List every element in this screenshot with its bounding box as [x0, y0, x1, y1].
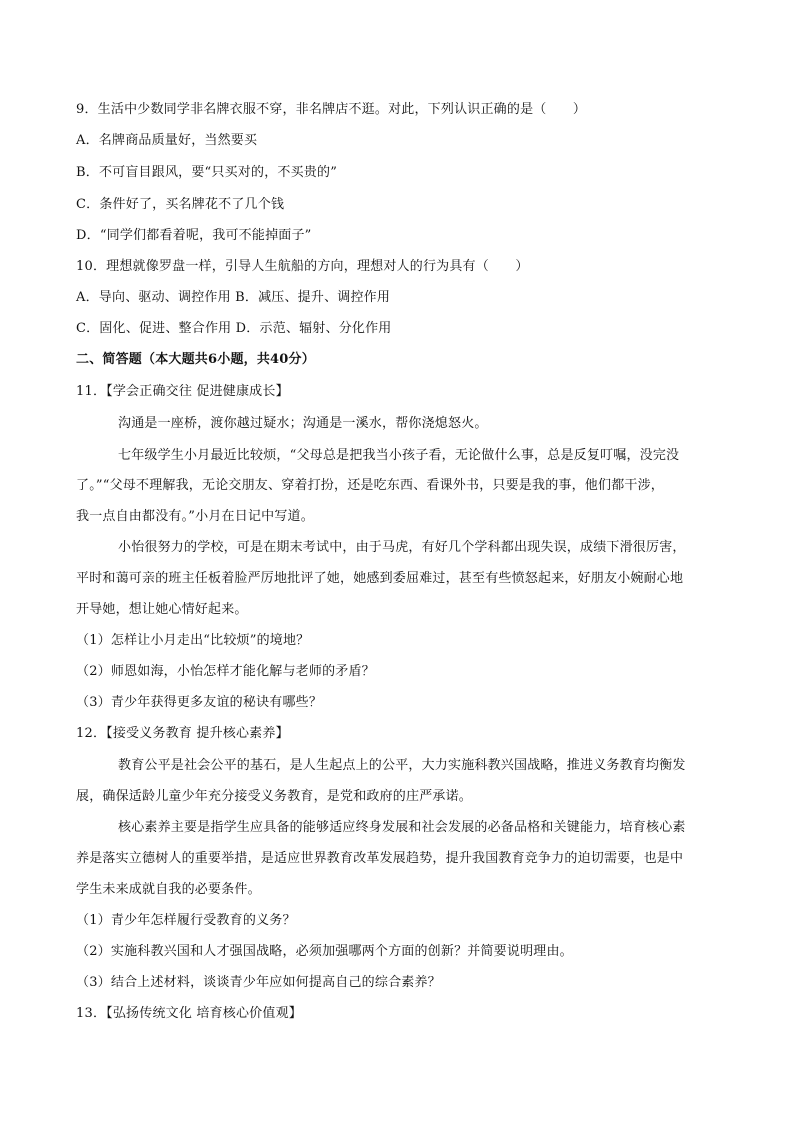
section-heading: 二、简答题（本大题共6小题，共40分）: [76, 352, 315, 367]
q11-paragraph-1: 沟通是一座桥，渡你越过疑水；沟通是一溪水，帮你浇熄怒火。: [118, 416, 488, 431]
q11-sub-question-2: （2）师恩如海，小怡怎样才能化解与老师的矛盾？: [76, 664, 375, 679]
q9-option-c: C．条件好了，买名牌花不了几个钱: [76, 197, 285, 212]
q13-title: 13．【弘扬传统文化 培育核心价值观】: [76, 1006, 302, 1021]
q9-option-b: B．不可盲目跟风，要“只买对的，不买贵的”: [76, 165, 338, 180]
q11-paragraph-2-line-3: 我一点自由都没有。”小月在日记中写道。: [76, 509, 314, 524]
q12-sub-question-3: （3）结合上述材料，谈谈青少年应如何提高自己的综合素养？: [76, 975, 441, 990]
q11-paragraph-3-line-1: 小怡很努力的学校，可是在期末考试中，由于马虎，有好几个学科都出现失误，成绩下滑很厉害，: [118, 540, 686, 555]
q12-paragraph-2-line-1: 核心素养主要是指学生应具备的能够适应终身发展和社会发展的必备品格和关键能力，培育核心素: [118, 820, 686, 835]
q12-sub-question-2: （2）实施科教兴国和人才强国战略，必须加强哪两个方面的创新？并简要说明理由。: [76, 944, 573, 959]
q12-title: 12．【接受义务教育 提升核心素养】: [76, 726, 289, 741]
q11-paragraph-3-line-3: 开导她，想让她心情好起来。: [76, 602, 248, 617]
q12-paragraph-1-line-2: 展，确保适龄儿童少年充分接受义务教育，是党和政府的庄严承诺。: [76, 789, 473, 804]
q11-paragraph-2-line-2: 了。”“父母不理解我，无论交朋友、穿着打扮，还是吃东西、看课外书，只要是我的事，他们都干涉，: [76, 478, 664, 493]
q9-option-a: A．名牌商品质量好，当然要买: [76, 133, 258, 148]
q11-title: 11．【学会正确交往 促进健康成长】: [76, 384, 289, 399]
q12-paragraph-2-line-3: 学生未来成就自我的必要条件。: [76, 882, 261, 897]
q9-option-d: D．“同学们都看着呢，我可不能掉面子”: [76, 228, 312, 243]
q10-options-row2: C．固化、促进、整合作用 D．示范、辐射、分化作用: [76, 321, 392, 336]
q12-sub-question-1: （1）青少年怎样履行受教育的义务？: [76, 913, 296, 928]
q9-stem: 9．生活中少数同学非名牌衣服不穿，非名牌店不逛。对此，下列认识正确的是（ ）: [76, 102, 587, 117]
q10-options-row1: A．导向、驱动、调控作用 B．减压、提升、调控作用: [76, 290, 391, 305]
q12-paragraph-1-line-1: 教育公平是社会公平的基石，是人生起点上的公平，大力实施科教兴国战略，推进义务教育均衡发: [118, 758, 686, 773]
q10-stem: 10．理想就像罗盘一样，引导人生航船的方向，理想对人的行为具有（ ）: [76, 259, 529, 274]
q11-sub-question-3: （3）青少年获得更多友谊的秘诀有哪些？: [76, 695, 323, 710]
q12-paragraph-2-line-2: 养是落实立德树人的重要举措，是适应世界教育改革发展趋势，提升我国教育竞争力的迫切需要，也是中: [76, 851, 684, 866]
q11-paragraph-3-line-2: 平时和蔼可亲的班主任板着脸严厉地批评了她，她感到委屈难过，甚至有些愤怒起来，好朋友小婉耐心地: [76, 571, 684, 586]
q11-sub-question-1: （1）怎样让小月走出“比较烦”的境地？: [76, 633, 310, 648]
q11-paragraph-2-line-1: 七年级学生小月最近比较烦，“父母总是把我当小孩子看，无论做什么事，总是反复叮嘱，没完没: [118, 448, 680, 463]
